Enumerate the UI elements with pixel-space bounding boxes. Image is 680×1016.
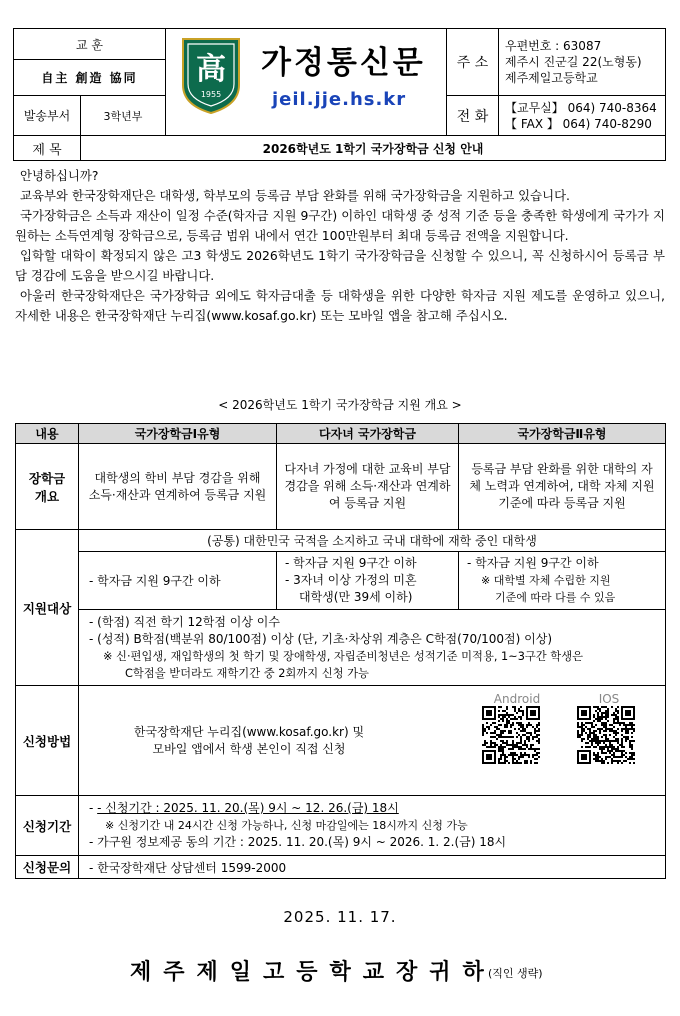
qr-code-icon[interactable] [482,706,540,764]
row-label-overview: 장학금 개요 [16,444,79,530]
period-main: - 신청기간 : 2025. 11. 20.(목) 9시 ~ 12. 26.(금) 18시 [97,801,399,815]
eligibility-type1: - 학자금 지원 9구간 이하 [79,552,277,610]
school-emblem-icon [180,35,242,115]
school-website[interactable]: jeil.jje.hs.kr [272,89,407,110]
body-paragraph: 국가장학금은 소득과 재산이 일정 수준(학자금 지원 9구간) 이하인 대학생 중 성적 기준 등을 충족한 학생에게 국가가 지원하는 소득연계형 장학금으로, 등록금 범위 내에서 연간 100만원부터 최대 등록금 전액을 지원합니다. [15,208,665,243]
masthead [166,29,447,136]
body-paragraph: 아울러 한국장학재단은 국가장학금 외에도 학자금대출 등 대학생을 위한 다양한 학자금 지원 제도를 운영하고 있으니, 자세한 내용은 한국장학재단 누리집(www.kosaf.go.kr) 또는 모바일 앱을 참고해 주십시오. [15,288,665,323]
row-label-period: 신청기간 [16,796,79,856]
overview-type1: 대학생의 학비 부담 경감을 위해 소득·재산과 연계하여 등록금 지원 [79,444,277,530]
issue-date: 2025. 11. 17. [283,908,397,926]
seal-note: (직인 생략) [488,967,543,980]
letter-body [15,166,665,326]
method-text: 한국장학재단 누리집(www.kosaf.go.kr) 및 [133,725,365,739]
col-header: 국가장학금Ⅱ유형 [459,424,666,444]
subject-title: 2026학년도 1학기 국가장학금 신청 안내 [81,136,666,161]
period-note: ※ 신청기간 내 24시간 신청 가능하나, 신청 마감일에는 18시까지 신청 가능 [105,819,468,832]
header-table [13,28,666,161]
row-label-method: 신청방법 [16,686,79,796]
col-header: 국가장학금Ⅰ유형 [79,424,277,444]
motto-label: 교 훈 [14,29,166,60]
col-header: 다자녀 국가장학금 [277,424,459,444]
qr-android-label: Android [493,692,541,706]
eligibility-type2: - 학자금 지원 9구간 이하 ※ 대학별 자체 수립한 지원 기준에 따라 다를 수 있음 [459,552,666,610]
principal-signature: 제주제일고등학교장귀하 [130,959,496,985]
emblem-year: 1955 [200,90,222,99]
dept-value: 3학년부 [81,96,166,136]
eligibility-multichild: - 학자금 지원 9구간 이하 - 3자녀 이상 가정의 미혼 대학생(만 39세 이하) [277,552,459,610]
qr-android[interactable] [482,692,552,767]
overview-title: < 2026학년도 1학기 국가장학금 지원 개요 > [218,398,462,412]
phone-line: 【교무실】 064) 740-8364 [505,100,657,115]
method-text: 모바일 앱에서 학생 본인이 직접 신청 [152,742,346,756]
address-line: 우편번호 : 63087 [505,39,602,53]
greeting: 안녕하십니까? [20,168,99,183]
newspaper-title: 가정통신문 [261,45,426,81]
body-paragraph: 교육부와 한국장학재단은 대학생, 학부모의 등록금 부담 완화를 위해 국가장학금을 지원하고 있습니다. [20,188,570,203]
row-label-inquiry: 신청문의 [16,856,79,879]
method-cell [79,686,666,796]
overview-multichild: 다자녀 가정에 대한 교육비 부담 경감을 위해 소득·재산과 연계하여 등록금 지원 [277,444,459,530]
period-cell: - - 신청기간 : 2025. 11. 20.(목) 9시 ~ 12. 26.(금) 18시 ※ 신청기간 내 24시간 신청 가능하나, 신청 마감일에는 18시까지 신청 가능 - 가구원 정보제공 동의 기간 : 2025. 11. 20.(목) 9시 ~ 2026. 1. 2.(금) 18시 [79,796,666,856]
phone-line: 【 FAX 】 064) 740-8290 [505,116,652,131]
address-label: 주 소 [447,29,499,96]
col-header: 내용 [16,424,79,444]
period-consent: - 가구원 정보제공 동의 기간 : 2025. 11. 20.(목) 9시 ~ 2026. 1. 2.(금) 18시 [89,835,507,849]
row-label-eligibility: 지원대상 [16,530,79,686]
inquiry-text: - 한국장학재단 상담센터 1599-2000 [79,856,666,879]
phone-label: 전 화 [447,96,499,136]
eligibility-common: (공통) 대한민국 국적을 소지하고 국내 대학에 재학 중인 대학생 [79,530,666,552]
qr-ios[interactable] [577,692,641,767]
address-line: 제주시 진군길 22(노형동) [505,55,642,69]
eligibility-grade: - (학점) 직전 학기 12학점 이상 이수 - (성적) B학점(백분위 80/100점) 이상 (단, 기초·차상위 계층은 C학점(70/100점) 이상) ※ 신·편입생, 재입학생의 첫 학기 및 장애학생, 자립준비청년은 성적기준 미적용, 1~3구간 학생은 C학점을 받더라도 재학기간 중 2회까지 신청 가능 [79,610,666,686]
body-paragraph: 입학할 대학이 확정되지 않은 고3 학생도 2026학년도 1학기 국가장학금을 신청할 수 있으니, 꼭 신청하시어 등록금 부담 경감에 도움을 받으시길 바랍니다. [15,248,665,283]
qr-ios-label: IOS [598,692,620,706]
overview-type2: 등록금 부담 완화를 위한 대학의 자체 노력과 연계하여, 대학 자체 지원 기준에 따라 등록금 지원 [459,444,666,530]
address-block [499,29,666,96]
address-line: 제주제일고등학교 [505,71,598,85]
qr-code-icon[interactable] [577,706,635,764]
emblem-char: 高 [196,52,226,87]
school-motto: 自主 創造 協同 [14,60,166,96]
phone-block [499,96,666,136]
subject-label: 제 목 [14,136,81,161]
scholarship-table [15,423,666,879]
dept-label: 발송부서 [14,96,81,136]
